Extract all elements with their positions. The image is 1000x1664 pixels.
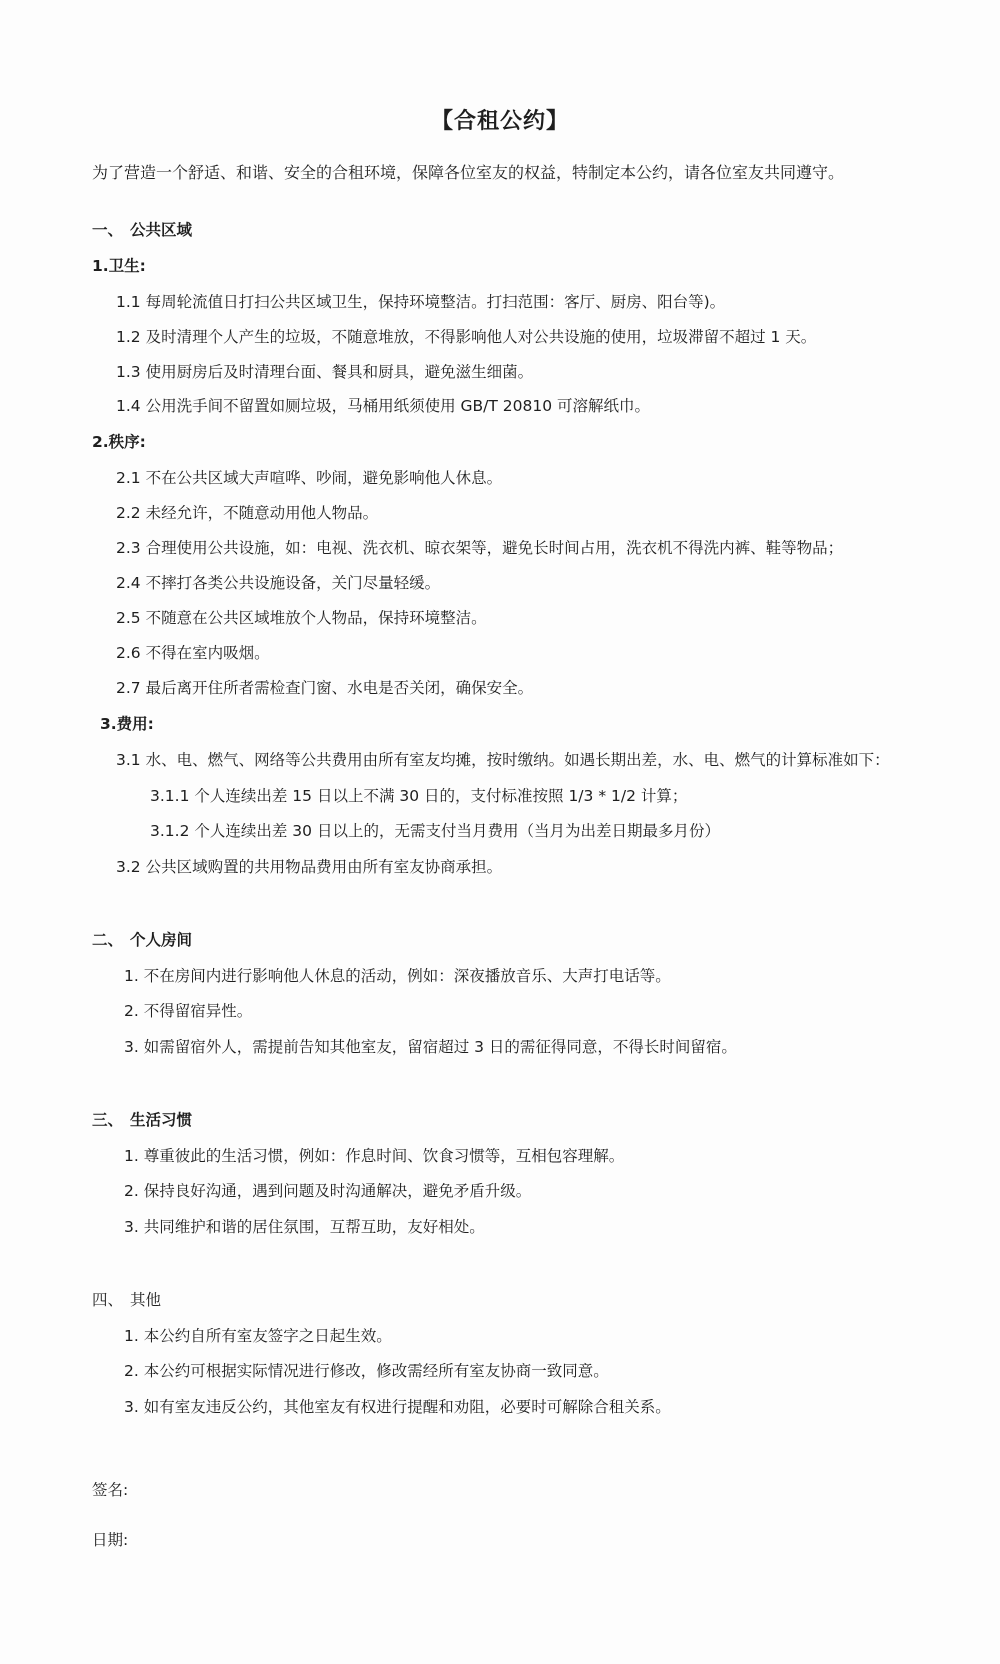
list-item: 2. 保持良好沟通，遇到问题及时沟通解决，避免矛盾升级。	[124, 1182, 532, 1200]
date-label: 日期:	[92, 1531, 129, 1549]
list-item: 3.1 水、电、燃气、网络等公共费用由所有室友均摊，按时缴纳。如遇长期出差，水、电、燃气的计算标准如下：	[116, 751, 890, 769]
list-item: 1. 不在房间内进行影响他人休息的活动，例如：深夜播放音乐、大声打电话等。	[124, 967, 671, 985]
document-title: 【合租公约】	[430, 109, 569, 134]
section-1-heading	[92, 218, 192, 240]
section-4-heading	[92, 1288, 161, 1310]
list-item: 3. 如需留宿外人，需提前告知其他室友，留宿超过 3 日的需征得同意，不得长时间留宿。	[124, 1038, 737, 1056]
list-item: 3.1.2 个人连续出差 30 日以上的，无需支付当月费用（当月为出差日期最多月份）	[150, 822, 720, 840]
section-3-title: 生活习惯	[130, 1111, 193, 1129]
list-item: 2.1 不在公共区域大声喧哗、吵闹，避免影响他人休息。	[116, 469, 503, 487]
section-2-heading	[92, 928, 192, 950]
list-item: 1.1 每周轮流值日打扫公共区域卫生，保持环境整洁。打扫范围：客厅、厨房、阳台等)。	[116, 293, 726, 311]
section-3-number: 三、	[92, 1111, 124, 1129]
section-1-title: 公共区域	[130, 221, 193, 239]
list-item: 2.6 不得在室内吸烟。	[116, 644, 270, 662]
list-item: 2. 不得留宿异性。	[124, 1002, 253, 1020]
intro-paragraph: 为了营造一个舒适、和谐、安全的合租环境，保障各位室友的权益，特制定本公约，请各位室友共同遵守。	[92, 163, 845, 182]
list-item: 2.4 不摔打各类公共设施设备，关门尽量轻缓。	[116, 574, 441, 592]
section-1-number: 一、	[92, 221, 124, 239]
list-item: 1.4 公用洗手间不留置如厕垃圾，马桶用纸须使用 GB/T 20810 可溶解纸巾。	[116, 397, 651, 415]
list-item: 1. 本公约自所有室友签字之日起生效。	[124, 1327, 392, 1345]
list-item: 1. 尊重彼此的生活习惯，例如：作息时间、饮食习惯等，互相包容理解。	[124, 1147, 625, 1165]
list-item: 1.3 使用厨房后及时清理台面、餐具和厨具，避免滋生细菌。	[116, 363, 534, 381]
list-item: 3. 如有室友违反公约，其他室友有权进行提醒和劝阻，必要时可解除合租关系。	[124, 1398, 671, 1416]
subsection-order-label: 2.秩序:	[92, 433, 146, 451]
list-item: 3.2 公共区域购置的共用物品费用由所有室友协商承担。	[116, 858, 503, 876]
list-item: 3. 共同维护和谐的居住氛围，互帮互助，友好相处。	[124, 1218, 485, 1236]
list-item: 1.2 及时清理个人产生的垃圾，不随意堆放，不得影响他人对公共设施的使用，垃圾滞留不超过 1 天。	[116, 328, 817, 346]
subsection-fees-label: 3.费用:	[100, 715, 154, 733]
section-3-heading	[92, 1108, 192, 1130]
section-4-number: 四、	[92, 1291, 124, 1309]
subsection-hygiene-label: 1.卫生:	[92, 257, 146, 275]
list-item: 2.7 最后离开住所者需检查门窗、水电是否关闭，确保安全。	[116, 679, 534, 697]
section-2-number: 二、	[92, 931, 124, 949]
list-item: 2.2 未经允许，不随意动用他人物品。	[116, 504, 379, 522]
list-item: 2.3 合理使用公共设施，如：电视、洗衣机、晾衣架等，避免长时间占用，洗衣机不得洗内裤、鞋等物品；	[116, 539, 844, 557]
section-4-title: 其他	[130, 1291, 162, 1309]
list-item: 3.1.1 个人连续出差 15 日以上不满 30 日的，支付标准按照 1/3 * 1/2 计算；	[150, 787, 688, 805]
list-item: 2. 本公约可根据实际情况进行修改，修改需经所有室友协商一致同意。	[124, 1362, 609, 1380]
list-item: 2.5 不随意在公共区域堆放个人物品，保持环境整洁。	[116, 609, 487, 627]
section-2-title: 个人房间	[130, 931, 193, 949]
signature-label: 签名:	[92, 1481, 129, 1499]
